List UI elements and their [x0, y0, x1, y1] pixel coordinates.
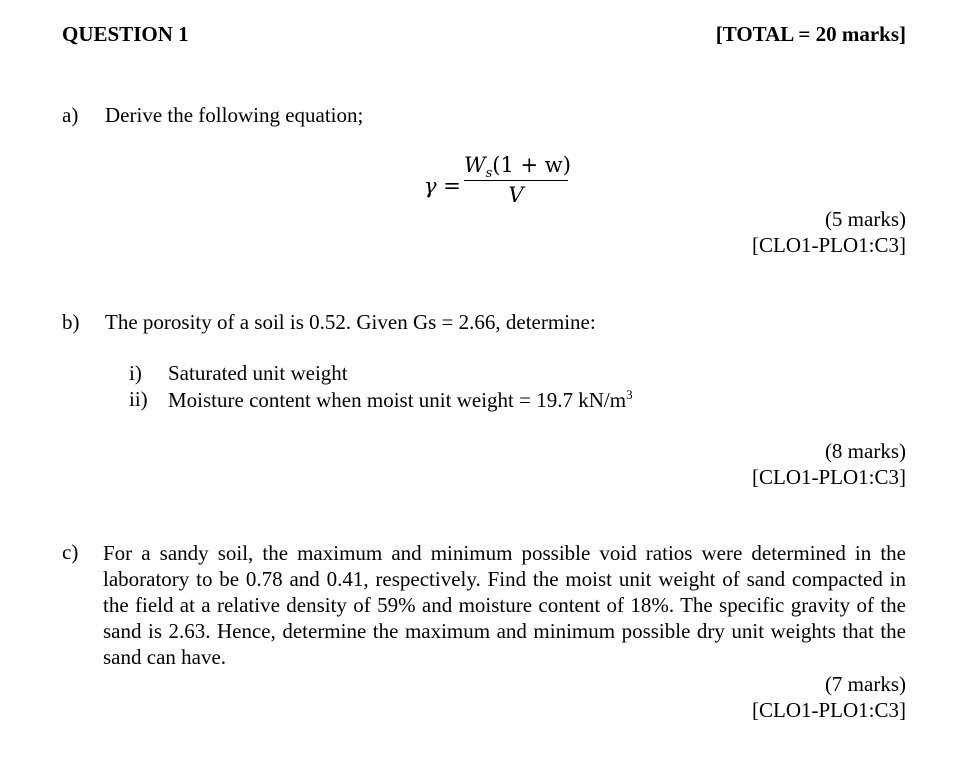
- part-b-item-2-num: ii): [129, 387, 148, 411]
- part-b-clo: [CLO1-PLO1:C3]: [752, 465, 906, 489]
- equation-lhs: γ =: [424, 174, 461, 198]
- part-b-marks-block: [752, 438, 906, 490]
- part-c-marks: (7 marks): [824, 672, 906, 696]
- part-b-label: b): [62, 310, 80, 334]
- equation-denominator: V: [508, 183, 524, 207]
- superscript-3: 3: [626, 387, 633, 402]
- part-b-item-1-num: i): [129, 361, 142, 385]
- part-c-label: c): [62, 540, 79, 564]
- part-b-text: The porosity of a soil is 0.52. Given Gs = 2.66, determine:: [105, 310, 596, 334]
- equation-fraction: [464, 152, 571, 207]
- equation-numerator: $W_s(1 + w)$: [464, 153, 571, 182]
- part-a-text: Derive the following equation;: [105, 103, 364, 127]
- part-a-label: a): [62, 103, 79, 127]
- part-b-item-2-text: Moisture content when moist unit weight = 19.7 $kN/m^3$: [168, 387, 633, 412]
- total-marks: [TOTAL = 20 marks]: [715, 22, 906, 46]
- equation-numerator-rest: (1 + w): [492, 153, 571, 177]
- part-b-marks: (8 marks): [824, 439, 906, 463]
- part-c-marks-block: [752, 671, 906, 723]
- question-title: QUESTION 1: [62, 22, 189, 46]
- part-a-clo: [CLO1-PLO1:C3]: [752, 233, 906, 257]
- part-b-item-1-text: Saturated unit weight: [168, 361, 348, 385]
- part-a-marks-block: [752, 206, 906, 258]
- part-c-text: For a sandy soil, the maximum and minimum possible void ratios were determined in the laboratory to be 0.78 and 0.41, respectively. Find the moist unit weight of sand compacted in the field at a relative density of 59% and moisture content of 18%. The specific gravity of the sand is 2.63. Hence, determine the maximum and minimum possible dry unit weights that the sand can have.: [103, 541, 906, 669]
- fraction-bar: [464, 180, 568, 181]
- part-c-clo: [CLO1-PLO1:C3]: [752, 698, 906, 722]
- part-a-marks: (5 marks): [824, 207, 906, 231]
